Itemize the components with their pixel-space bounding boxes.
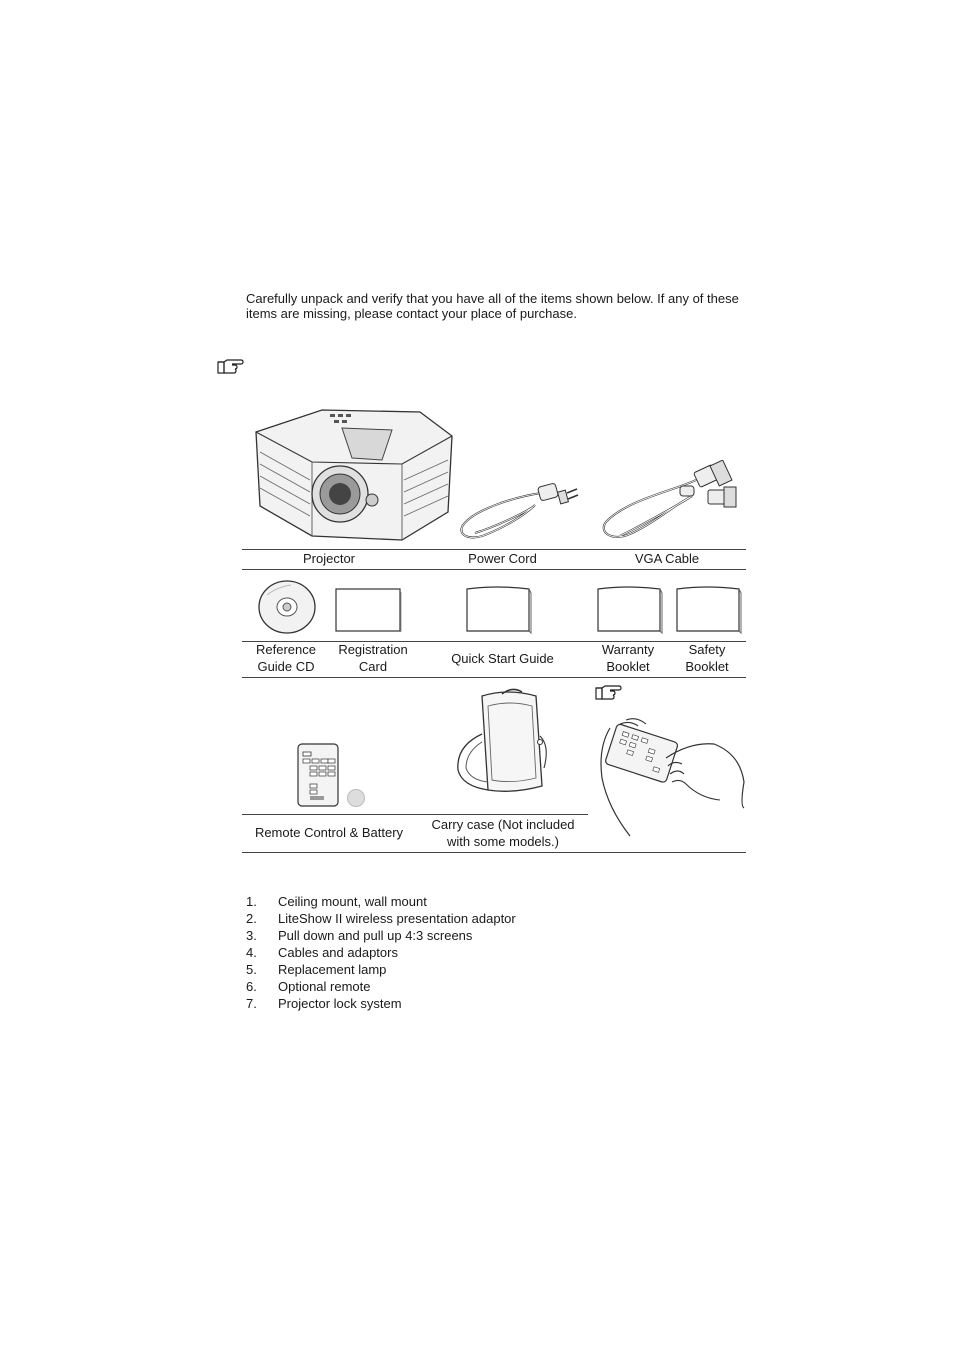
- item-label-vga-cable: VGA Cable: [634, 551, 700, 566]
- carry-case-illustration: [452, 686, 560, 800]
- table-rule: [242, 814, 588, 815]
- list-item: 7. Projector lock system: [246, 996, 402, 1011]
- table-rule: [242, 569, 746, 570]
- item-label-remote-control-battery: Remote Control & Battery: [254, 825, 404, 840]
- table-rule: [242, 852, 746, 853]
- item-label-power-cord: Power Cord: [468, 551, 537, 566]
- remote-control-illustration: [296, 742, 342, 808]
- cd-disc-illustration: [257, 579, 317, 635]
- list-item: 4. Cables and adaptors: [246, 945, 398, 960]
- item-label-warranty-booklet: Warranty Booklet: [601, 642, 655, 674]
- table-rule: [242, 677, 746, 678]
- optional-accessories-list: [246, 893, 516, 1012]
- item-label-carry-case: Carry case (Not included with some models.): [431, 817, 575, 849]
- vga-cable-illustration: [596, 460, 748, 545]
- registration-card-illustration: [335, 588, 403, 634]
- battery-insertion-illustration: [590, 718, 746, 838]
- item-label-projector: Projector: [302, 551, 356, 566]
- battery-illustration: [346, 788, 366, 808]
- safety-booklet-illustration: [675, 585, 743, 635]
- list-item: 2. LiteShow II wireless presentation adaptor: [246, 911, 516, 926]
- quick-start-guide-illustration: [465, 585, 533, 635]
- list-item: 1. Ceiling mount, wall mount: [246, 894, 427, 909]
- projector-illustration: [252, 402, 454, 544]
- pointing-hand-note-icon: [217, 359, 245, 375]
- item-label-quick-start-guide: Quick Start Guide: [451, 651, 554, 666]
- list-item: 6. Optional remote: [246, 979, 371, 994]
- pointing-hand-note-icon: [595, 685, 623, 701]
- list-item: 3. Pull down and pull up 4:3 screens: [246, 928, 473, 943]
- power-cord-illustration: [455, 475, 580, 543]
- item-label-safety-booklet: Safety Booklet: [685, 642, 729, 674]
- warranty-booklet-illustration: [596, 585, 664, 635]
- intro-paragraph: Carefully unpack and verify that you have all of the items shown below. If any of these items are missing, please contact your place of purchase.: [246, 291, 739, 321]
- item-label-registration-card: Registration Card: [338, 642, 408, 674]
- list-item: 5. Replacement lamp: [246, 962, 387, 977]
- item-label-reference-guide-cd: Reference Guide CD: [256, 642, 316, 674]
